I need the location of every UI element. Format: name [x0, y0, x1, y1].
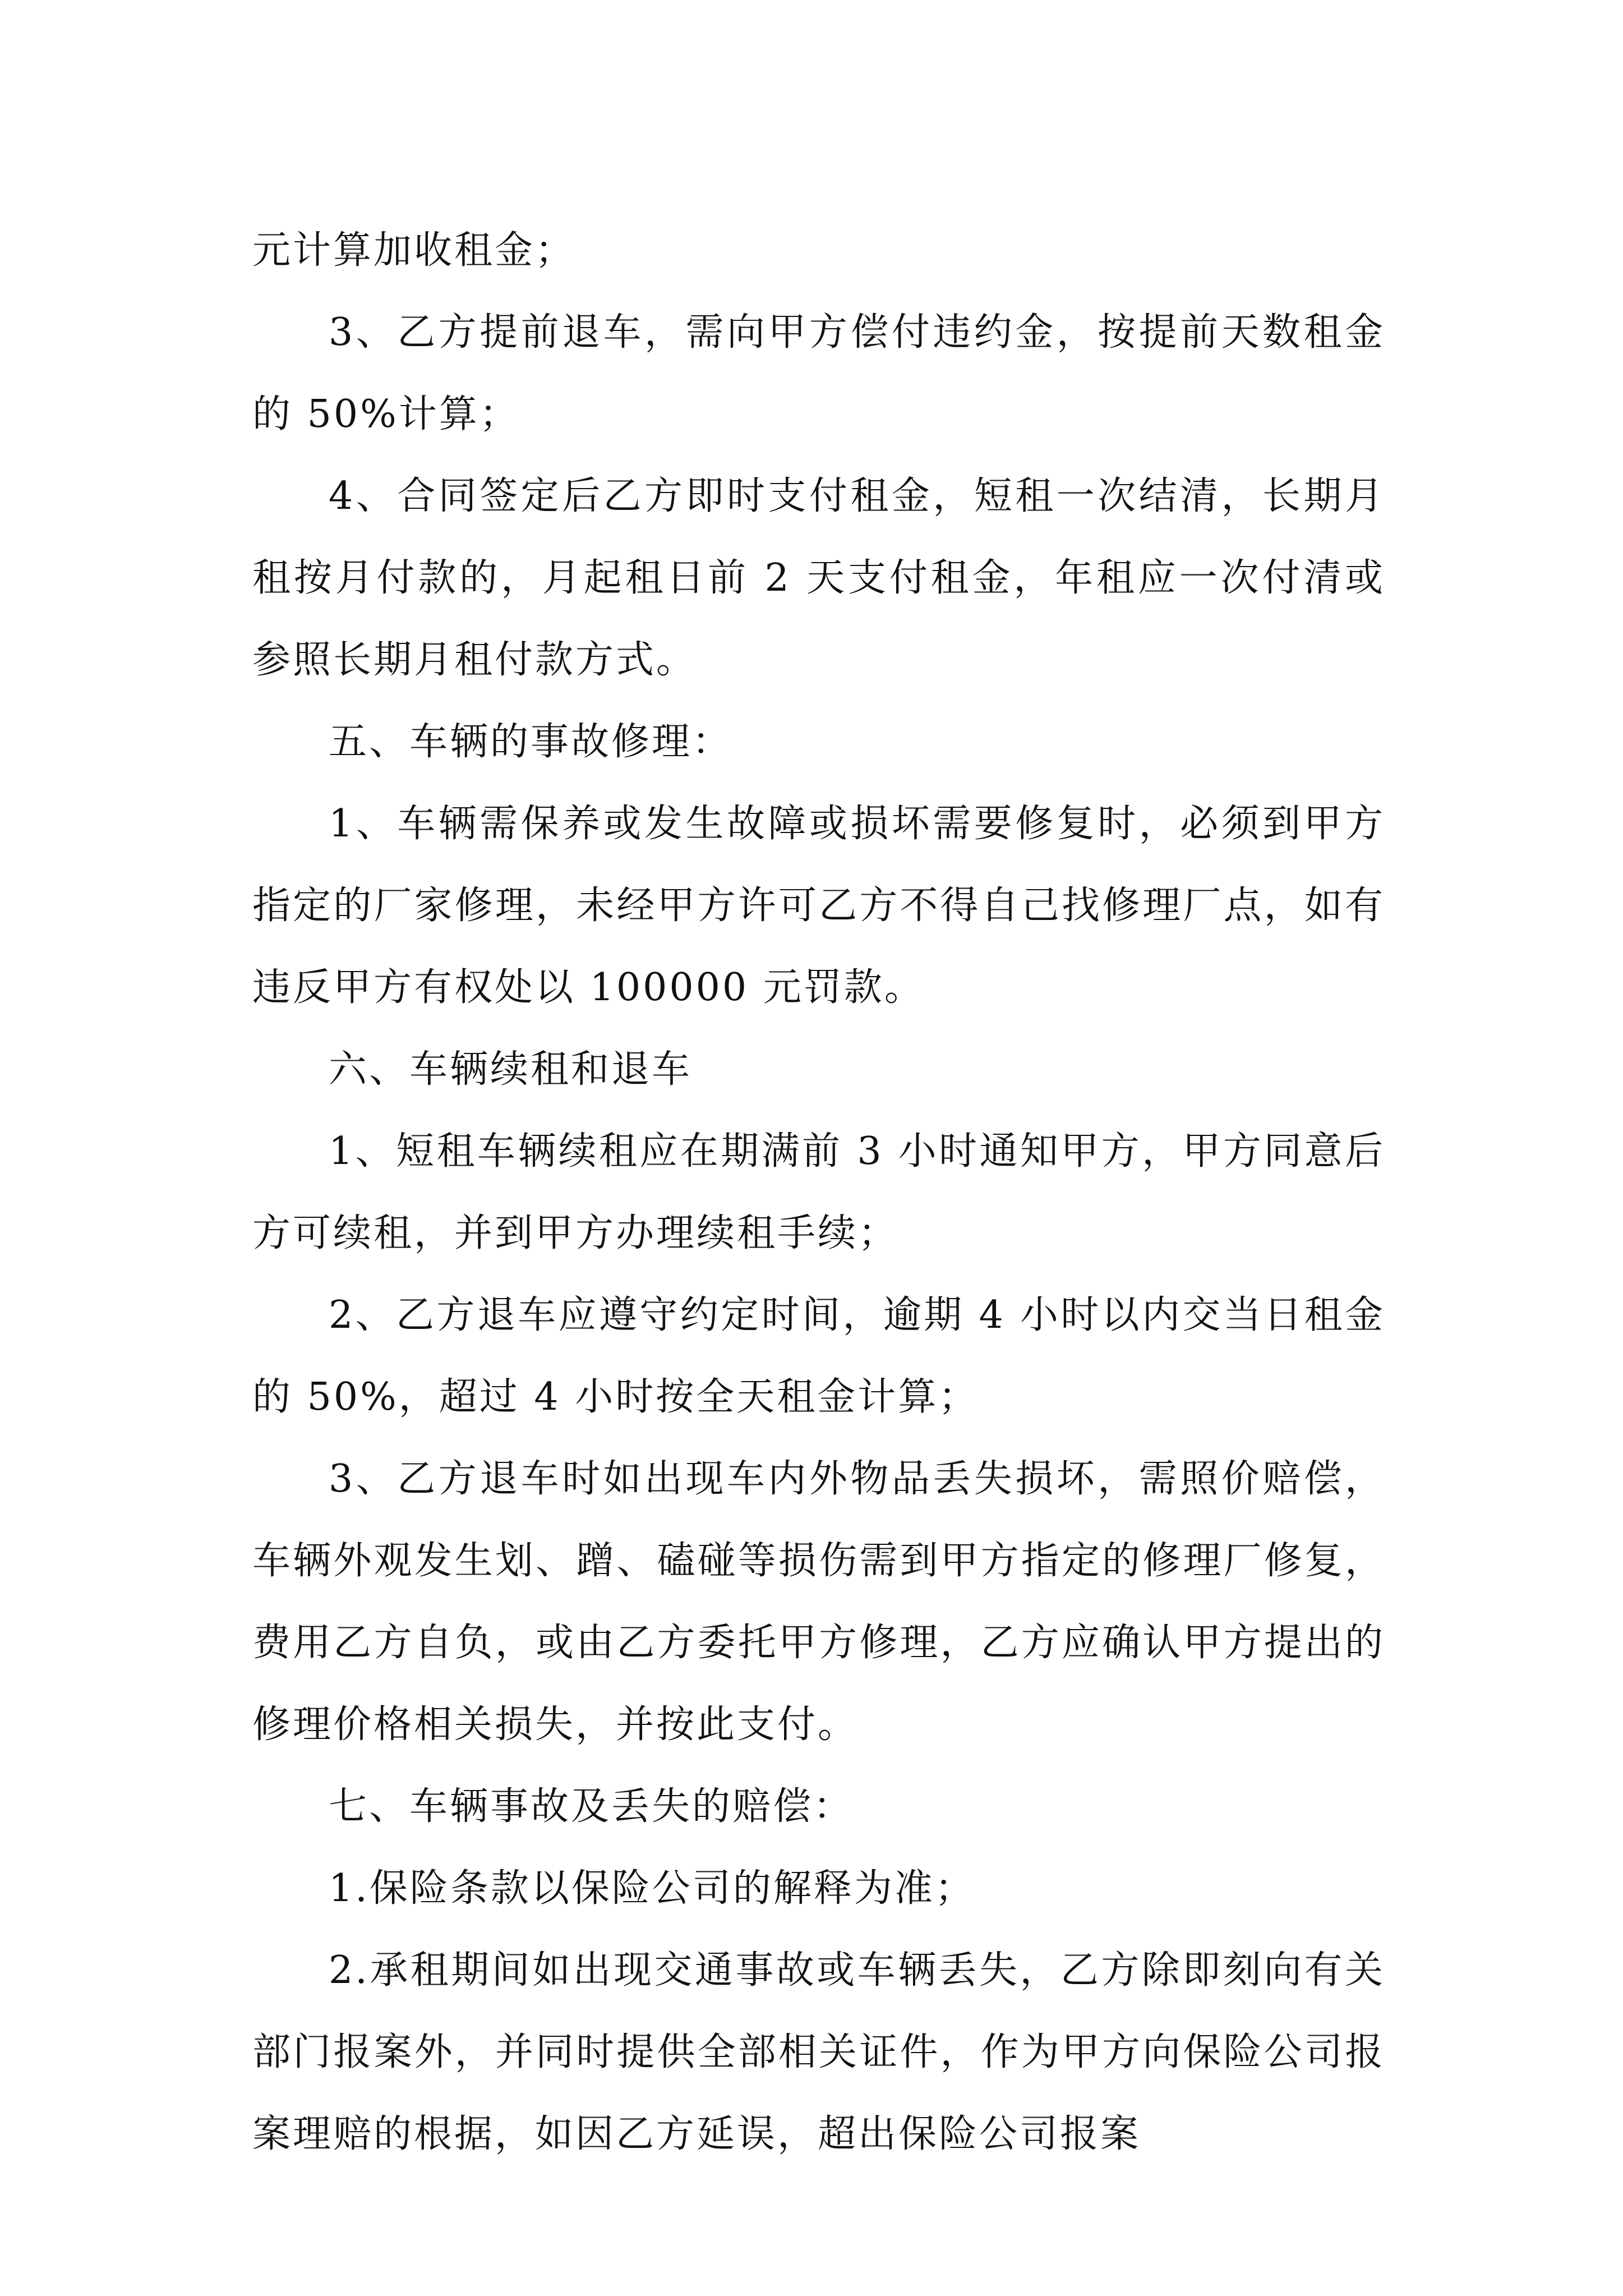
paragraph-clause-6-2-return-time: 2、乙方退车应遵守约定时间，逾期 4 小时以内交当日租金的 50%，超过 4 小时按全天租金计算； — [252, 1293, 1385, 1419]
paragraph-clause-6-3-damage: 3、乙方退车时如出现车内外物品丢失损坏，需照价赔偿，车辆外观发生划、蹭、磕碰等损伤需到甲方指定的修理厂修复，费用乙方自负，或由乙方委托甲方修理，乙方应确认甲方提出的修理价格相关损失，并按此支付。 — [252, 1457, 1385, 1747]
section-heading-5: 五、车辆的事故修理： — [329, 720, 733, 764]
paragraph-clause-3-early-return: 3、乙方提前退车，需向甲方偿付违约金，按提前天数租金的 50%计算； — [252, 310, 1385, 436]
section-heading-6: 六、车辆续租和退车 — [329, 1047, 693, 1092]
paragraph-clause-7-2-accident: 2.承租期间如出现交通事故或车辆丢失，乙方除即刻向有关部门报案外，并同时提供全部相关证件，作为甲方向保险公司报案理赔的根据，如因乙方延误，超出保险公司报案 — [252, 1948, 1385, 2156]
paragraph-clause-6-1-renewal: 1、短租车辆续租应在期满前 3 小时通知甲方，甲方同意后方可续租，并到甲方办理续租手续； — [252, 1129, 1385, 1255]
paragraph-continuation: 元计算加收租金； — [252, 228, 576, 273]
paragraph-clause-4-payment: 4、合同签定后乙方即时支付租金，短租一次结清，长期月租按月付款的，月起租日前 2 天支付租金，年租应一次付清或参照长期月租付款方式。 — [252, 474, 1385, 682]
document-body — [252, 210, 1385, 2175]
paragraph-clause-5-1-repair: 1、车辆需保养或发生故障或损坏需要修复时，必须到甲方指定的厂家修理，未经甲方许可乙方不得自己找修理厂点，如有违反甲方有权处以 100000 元罚款。 — [252, 802, 1385, 1010]
paragraph-clause-7-1-insurance: 1.保险条款以保险公司的解释为准； — [329, 1866, 975, 1911]
section-heading-7: 七、车辆事故及丢失的赔偿： — [329, 1784, 854, 1829]
